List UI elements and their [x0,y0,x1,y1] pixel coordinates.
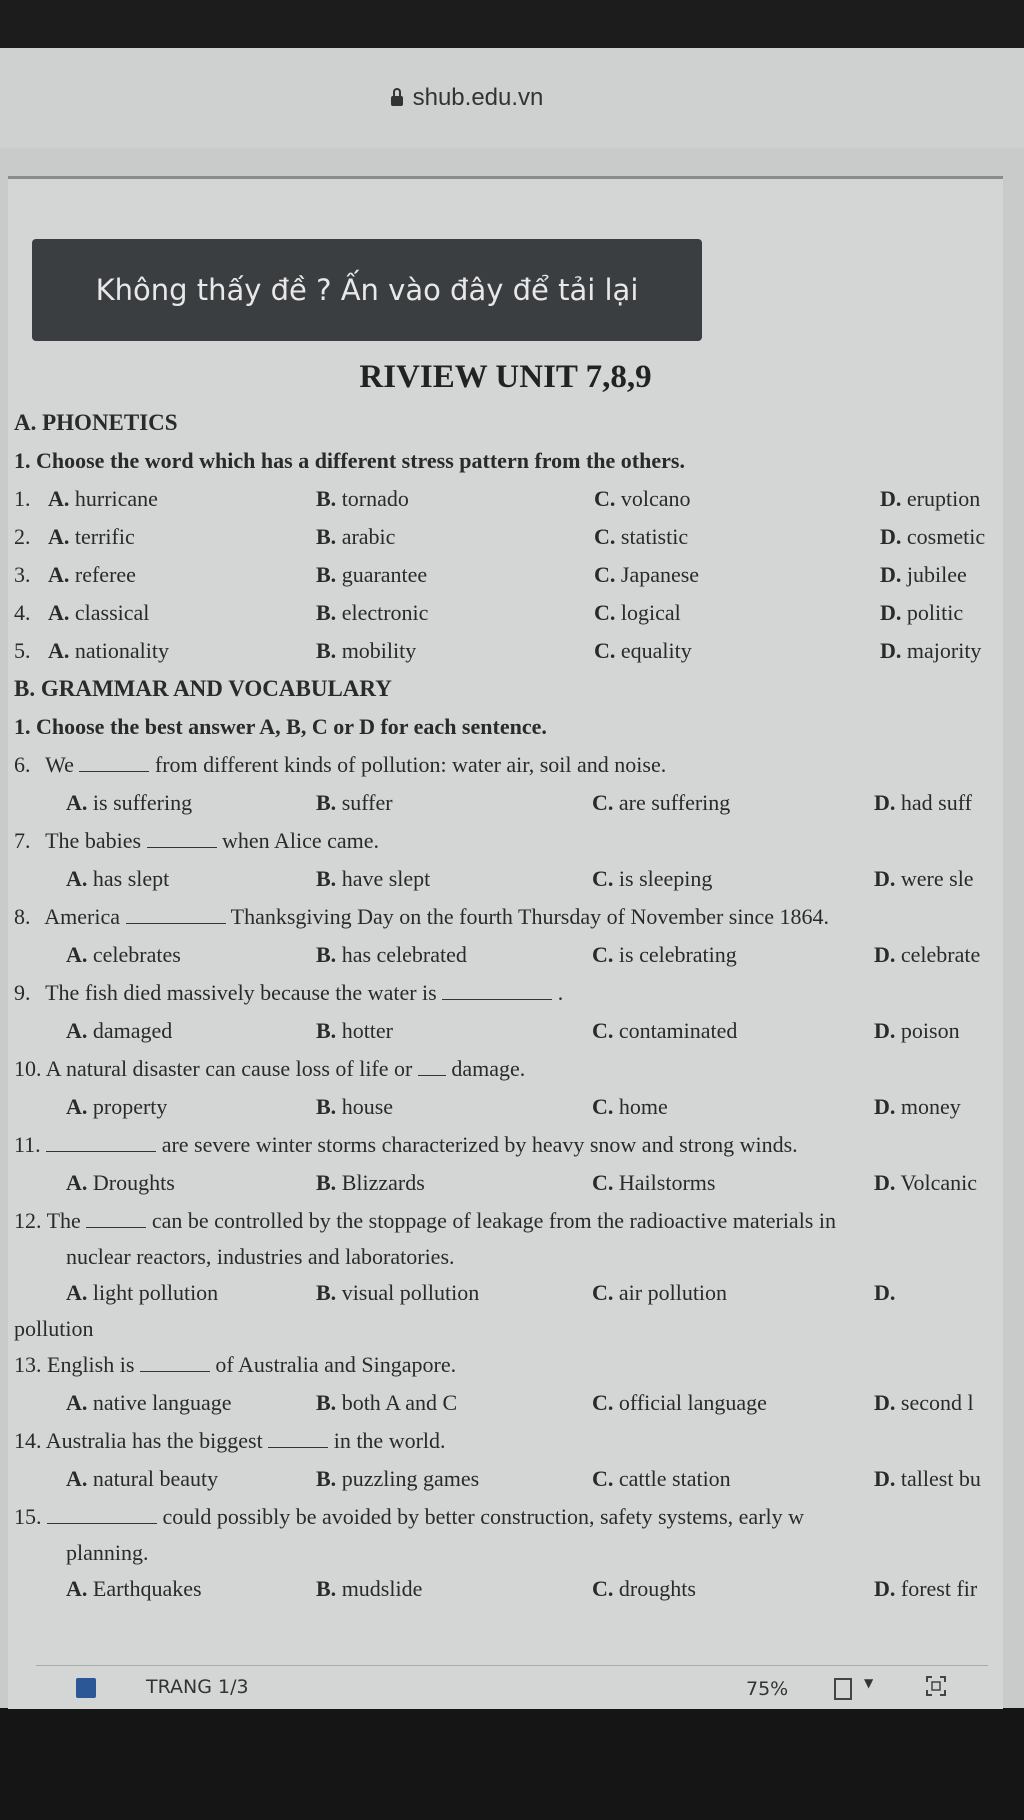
answer-blank [126,901,226,924]
question-text-before: The babies [45,828,142,853]
answer-option: D. majority [880,638,982,663]
question-stem [14,974,999,1012]
options-row [14,860,999,898]
answer-option: C. Hailstorms [592,1170,716,1195]
fit-screen-icon[interactable] [926,1676,946,1696]
question-number: 3. [14,562,31,587]
question-text-after: of Australia and Singapore. [215,1352,457,1377]
question-number: 9. [14,980,31,1005]
options-row [14,1088,999,1126]
options-row [14,1274,999,1312]
question-text-after: damage. [451,1056,526,1081]
question-text-after: could possibly be avoided by better construction, safety systems, early w [162,1504,805,1529]
phonetics-instruction: 1. Choose the word which has a different stress pattern from the others. [14,448,685,473]
answer-option: A. natural beauty [66,1466,219,1491]
question-number: 11. [14,1132,41,1157]
options-row [14,936,999,974]
answer-option: C. air pollution [592,1280,728,1305]
answer-option: A. damaged [66,1018,173,1043]
question-text-before: America [44,904,121,929]
word-doc-icon [76,1678,96,1698]
answer-blank [47,1501,157,1524]
browser-url-bar[interactable] [0,48,1024,148]
answer-option: C. cattle station [592,1466,731,1491]
question-text-after: . [557,980,564,1005]
answer-option: B. tornado [316,486,409,511]
chevron-down-icon[interactable]: ▼ [864,1676,874,1690]
answer-option: B. mobility [316,638,417,663]
options-row [14,784,999,822]
answer-option: D. Volcanic [874,1170,978,1195]
answer-option: C. logical [594,600,681,625]
options-row [14,1012,999,1050]
answer-option: A. has slept [66,866,170,891]
answer-blank [46,1129,156,1152]
question-text-before: The [46,1208,81,1233]
question-stem [14,898,999,936]
question-stem [14,822,999,860]
question-text-before: The fish died massively because the water is [45,980,437,1005]
answer-option: A. Earthquakes [66,1576,202,1601]
document-body [14,404,999,1608]
answer-option: B. arabic [316,524,396,549]
section-phonetics: A. PHONETICS [14,410,178,435]
page-indicator: TRANG 1/3 [146,1676,249,1698]
question-continuation: planning. [66,1540,149,1565]
camera-frame-top [0,0,1024,50]
answer-option: C. statistic [594,524,689,549]
answer-option: D. jubilee [880,562,967,587]
answer-option: A. light pollution [66,1280,219,1305]
answer-option: A. classical [48,600,150,625]
answer-option: D. eruption [880,486,981,511]
url-text: shub.edu.vn [412,84,544,111]
question-stem [14,1050,999,1088]
lock-icon [391,96,403,106]
question-stem [14,1126,999,1164]
grammar-instruction: 1. Choose the best answer A, B, C or D for each sentence. [14,714,547,739]
grammar-list [14,746,999,1608]
question-number: 4. [14,600,31,625]
question-text-before: We [45,752,74,777]
answer-option: B. Blizzards [316,1170,425,1195]
question-row [14,556,999,594]
question-stem [14,1202,999,1240]
question-text-after: from different kinds of pollution: water air, soil and noise. [154,752,667,777]
question-row [14,480,999,518]
question-text-after: Thanksgiving Day on the fourth Thursday of November since 1864. [230,904,830,929]
question-text-before: A natural disaster can cause loss of life or [45,1056,413,1081]
question-number: 6. [14,752,31,777]
question-number: 10. [14,1056,42,1081]
view-mode-icon[interactable] [834,1678,852,1700]
question-number: 1. [14,486,31,511]
question-stem [14,1422,999,1460]
answer-option: D. second l [874,1390,974,1415]
answer-option: C. are suffering [592,790,731,815]
answer-blank [442,977,552,1000]
answer-option: D. forest fir [874,1576,978,1601]
zoom-level[interactable]: 75% [746,1678,789,1700]
phone-screen [0,48,1024,1708]
url-display[interactable] [391,84,544,112]
question-number: 14. [14,1428,42,1453]
options-row [14,1384,999,1422]
section-grammar: B. GRAMMAR AND VOCABULARY [14,676,392,701]
question-number: 5. [14,638,31,663]
answer-blank [147,825,217,848]
options-row [14,1460,999,1498]
answer-option: D. politic [880,600,964,625]
answer-option: D. poison [874,1018,960,1043]
answer-option: A. celebrates [66,942,181,967]
answer-option: A. native language [66,1390,232,1415]
answer-option: C. official language [592,1390,767,1415]
question-number: 13. [14,1352,42,1377]
question-stem [14,1498,999,1536]
question-text-before: English is [47,1352,135,1377]
answer-blank [268,1425,328,1448]
answer-option: B. both A and C [316,1390,458,1415]
answer-option: B. visual pollution [316,1280,480,1305]
question-row [14,594,999,632]
answer-option: D. tallest bu [874,1466,981,1491]
answer-option: A. hurricane [48,486,158,511]
options-row [14,1164,999,1202]
answer-option: C. is celebrating [592,942,737,967]
question-row [14,632,999,670]
question-continuation: nuclear reactors, industries and laboratories. [66,1244,455,1269]
question-row [14,518,999,556]
answer-option: B. mudslide [316,1576,423,1601]
answer-option: B. guarantee [316,562,428,587]
answer-option: D. were sle [874,866,974,891]
answer-blank [79,749,149,772]
answer-option: C. Japanese [594,562,700,587]
question-text-before: Australia has the biggest [45,1428,263,1453]
answer-option: B. suffer [316,790,393,815]
question-text-after: are severe winter storms characterized by heavy snow and strong winds. [161,1132,798,1157]
question-number: 2. [14,524,31,549]
answer-option: A. is suffering [66,790,193,815]
answer-blank [86,1205,146,1228]
answer-option: B. puzzling games [316,1466,480,1491]
answer-option: C. contaminated [592,1018,738,1043]
answer-option: B. has celebrated [316,942,467,967]
answer-option: B. house [316,1094,394,1119]
answer-option: D. money [874,1094,961,1119]
status-bar [36,1665,988,1710]
question-number: 7. [14,828,31,853]
answer-option: B. hotter [316,1018,394,1043]
answer-option: A. Droughts [66,1170,175,1195]
answer-blank [140,1349,210,1372]
answer-option: C. volcano [594,486,691,511]
answer-option: D. cosmetic [880,524,986,549]
reload-button[interactable]: Không thấy đề ? Ấn vào đây để tải lại [32,239,702,341]
answer-option: A. referee [48,562,136,587]
options-row [14,1570,999,1608]
answer-option: C. is sleeping [592,866,713,891]
question-stem [14,746,999,784]
answer-option: B. electronic [316,600,429,625]
answer-option: C. home [592,1094,668,1119]
answer-option: D. celebrate [874,942,981,967]
answer-option: D. [874,1280,896,1305]
answer-option: B. have slept [316,866,431,891]
document-title: RIVIEW UNIT 7,8,9 [359,359,652,395]
question-number: 8. [14,904,31,929]
answer-option: A. terrific [48,524,135,549]
answer-option: A. nationality [48,638,169,663]
question-number: 12. [14,1208,42,1233]
question-number: 15. [14,1504,42,1529]
answer-option: A. property [66,1094,168,1119]
answer-option: C. droughts [592,1576,696,1601]
question-text-after: in the world. [333,1428,446,1453]
phonetics-list [14,480,999,670]
answer-option: C. equality [594,638,692,663]
question-stem [14,1346,999,1384]
answer-blank [418,1053,446,1076]
question-text-after: can be controlled by the stoppage of leakage from the radioactive materials in [151,1208,836,1233]
document-viewer [8,176,1003,1709]
question-text-after: when Alice came. [222,828,380,853]
answer-option: D. had suff [874,790,972,815]
option-wrap-text: pollution [14,1316,94,1341]
